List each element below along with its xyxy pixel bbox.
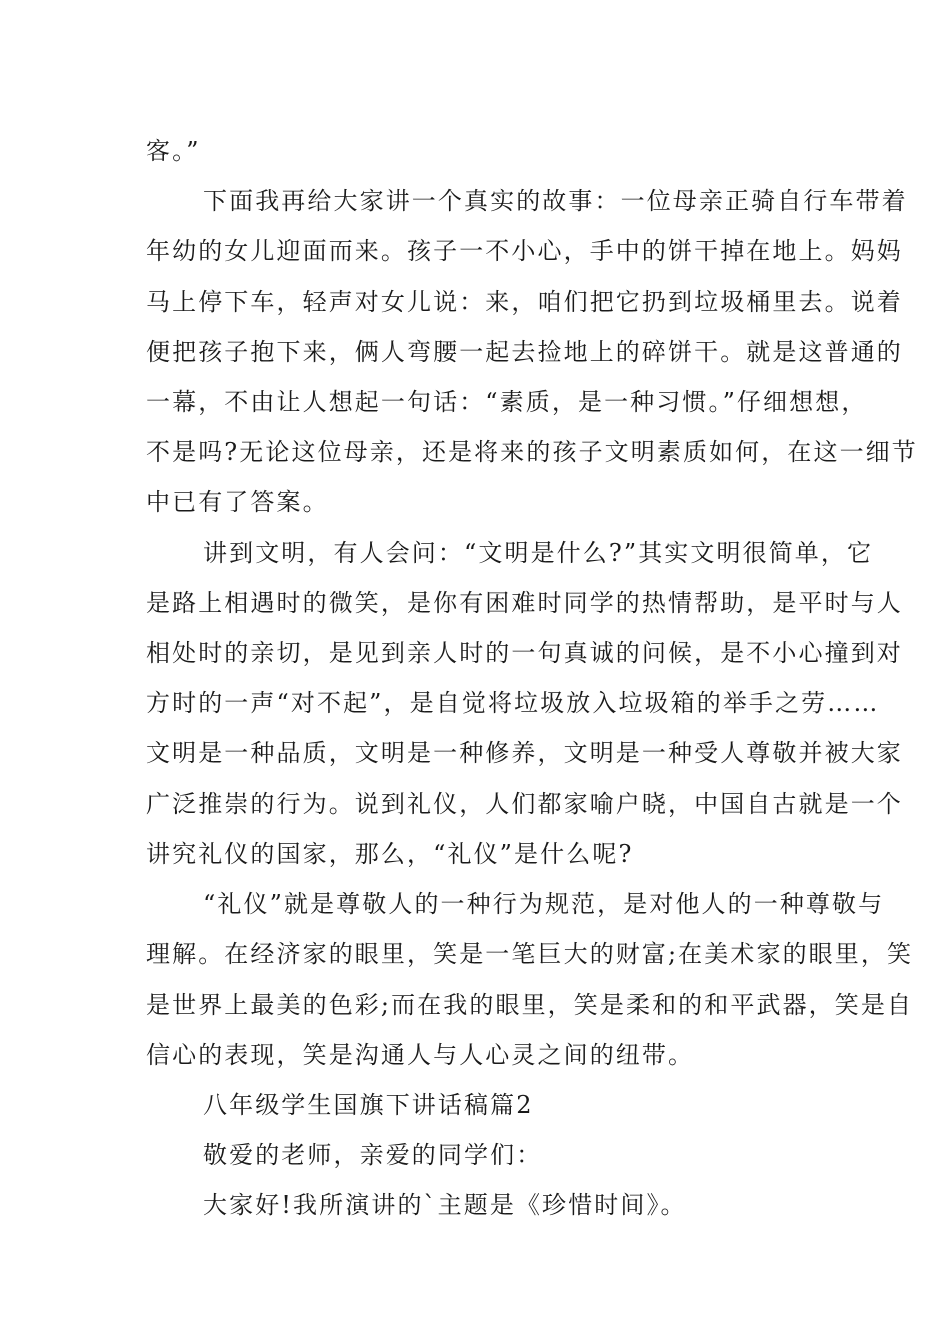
text-line: 中已有了答案。: [146, 488, 329, 516]
text-line: 马上停下车，轻声对女儿说：来，咱们把它扔到垃圾桶里去。说着: [146, 288, 903, 316]
text-line: 年幼的女儿迎面而来。孩子一不小心，手中的饼干掉在地上。妈妈: [146, 237, 903, 265]
text-line: 是世界上最美的色彩;而在我的眼里，笑是柔和的和平武器，笑是自: [146, 991, 914, 1019]
text-line: 不是吗?无论这位母亲，还是将来的孩子文明素质如何，在这一细节: [146, 438, 918, 466]
text-line: 大家好!我所演讲的`主题是《珍惜时间》。: [203, 1191, 687, 1219]
text-line: 便把孩子抱下来，俩人弯腰一起去捡地上的碎饼干。就是这普通的: [146, 338, 903, 366]
text-line: 讲到文明，有人会问：“文明是什么?”其实文明很简单，它: [203, 539, 874, 567]
text-line: 方时的一声“对不起”，是自觉将垃圾放入垃圾箱的举手之劳……: [146, 689, 880, 717]
text-line: 讲究礼仪的国家，那么，“礼仪”是什么呢?: [146, 840, 634, 868]
text-line: “礼仪”就是尊敬人的一种行为规范，是对他人的一种尊敬与: [203, 890, 885, 918]
text-line: 一幕，不由让人想起一句话：“素质，是一种习惯。”仔细想想，: [146, 388, 868, 416]
section-heading: 八年级学生国旗下讲话稿篇2: [203, 1091, 534, 1119]
text-line: 下面我再给大家讲一个真实的故事：一位母亲正骑自行车带着: [203, 187, 908, 215]
text-line: 广泛推崇的行为。说到礼仪，人们都家喻户晓，中国自古就是一个: [146, 790, 903, 818]
text-line: 信心的表现，笑是沟通人与人心灵之间的纽带。: [146, 1041, 695, 1069]
text-line: 客。”: [146, 137, 201, 165]
text-line: 文明是一种品质，文明是一种修养，文明是一种受人尊敬并被大家: [146, 739, 903, 767]
text-line: 理解。在经济家的眼里，笑是一笔巨大的财富;在美术家的眼里，笑: [146, 940, 914, 968]
salutation: 敬爱的老师，亲爱的同学们：: [203, 1141, 543, 1169]
text-line: 相处时的亲切，是见到亲人时的一句真诚的问候，是不小心撞到对: [146, 639, 903, 667]
text-line: 是路上相遇时的微笑，是你有困难时同学的热情帮助，是平时与人: [146, 589, 903, 617]
